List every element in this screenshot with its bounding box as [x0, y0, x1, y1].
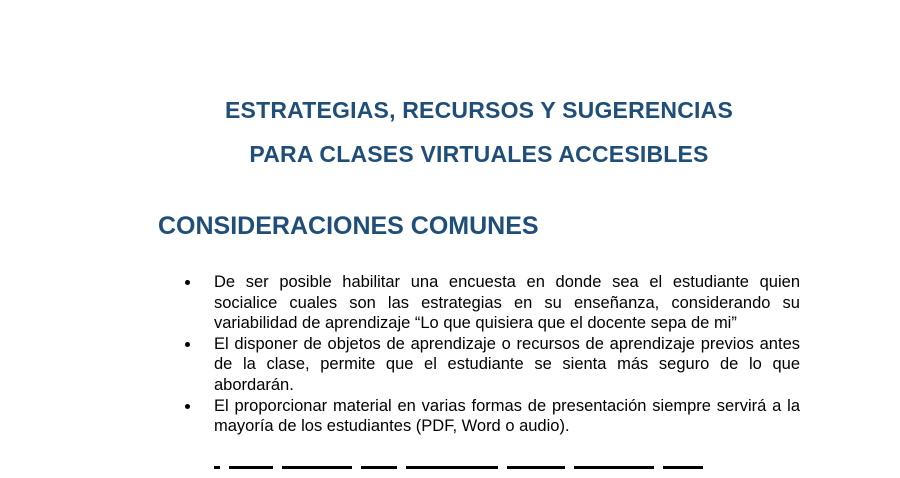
title-line-2: PARA CLASES VIRTUALES ACCESIBLES [249, 141, 709, 167]
list-item-text: De ser posible habilitar una encuesta en donde sea el estudiante quien socialice cuales son las estrategias en su enseñanza, considerando su variabilidad de aprendizaje “Lo que quisiera que el docente sepa de mi” [214, 273, 800, 333]
bullet-icon [185, 404, 190, 409]
cropped-text-line [214, 466, 774, 478]
list-item [180, 396, 800, 437]
section-heading: CONSIDERACIONES COMUNES [158, 212, 539, 240]
bullet-list [180, 272, 800, 437]
bullet-icon [185, 342, 190, 347]
list-item [180, 272, 800, 334]
document-title [0, 88, 900, 176]
list-item-text: El disponer de objetos de aprendizaje o recursos de aprendizaje previos antes de la clase, permite que el estudiante se sienta más seguro de lo que abordarán. [214, 334, 800, 394]
title-line-1: ESTRATEGIAS, RECURSOS Y SUGERENCIAS [225, 97, 733, 123]
bullet-icon [185, 280, 190, 285]
list-item-text: El proporcionar material en varias formas de presentación siempre servirá a la mayoría de los estudiantes (PDF, Word o audio). [214, 396, 800, 436]
list-item [180, 334, 800, 396]
